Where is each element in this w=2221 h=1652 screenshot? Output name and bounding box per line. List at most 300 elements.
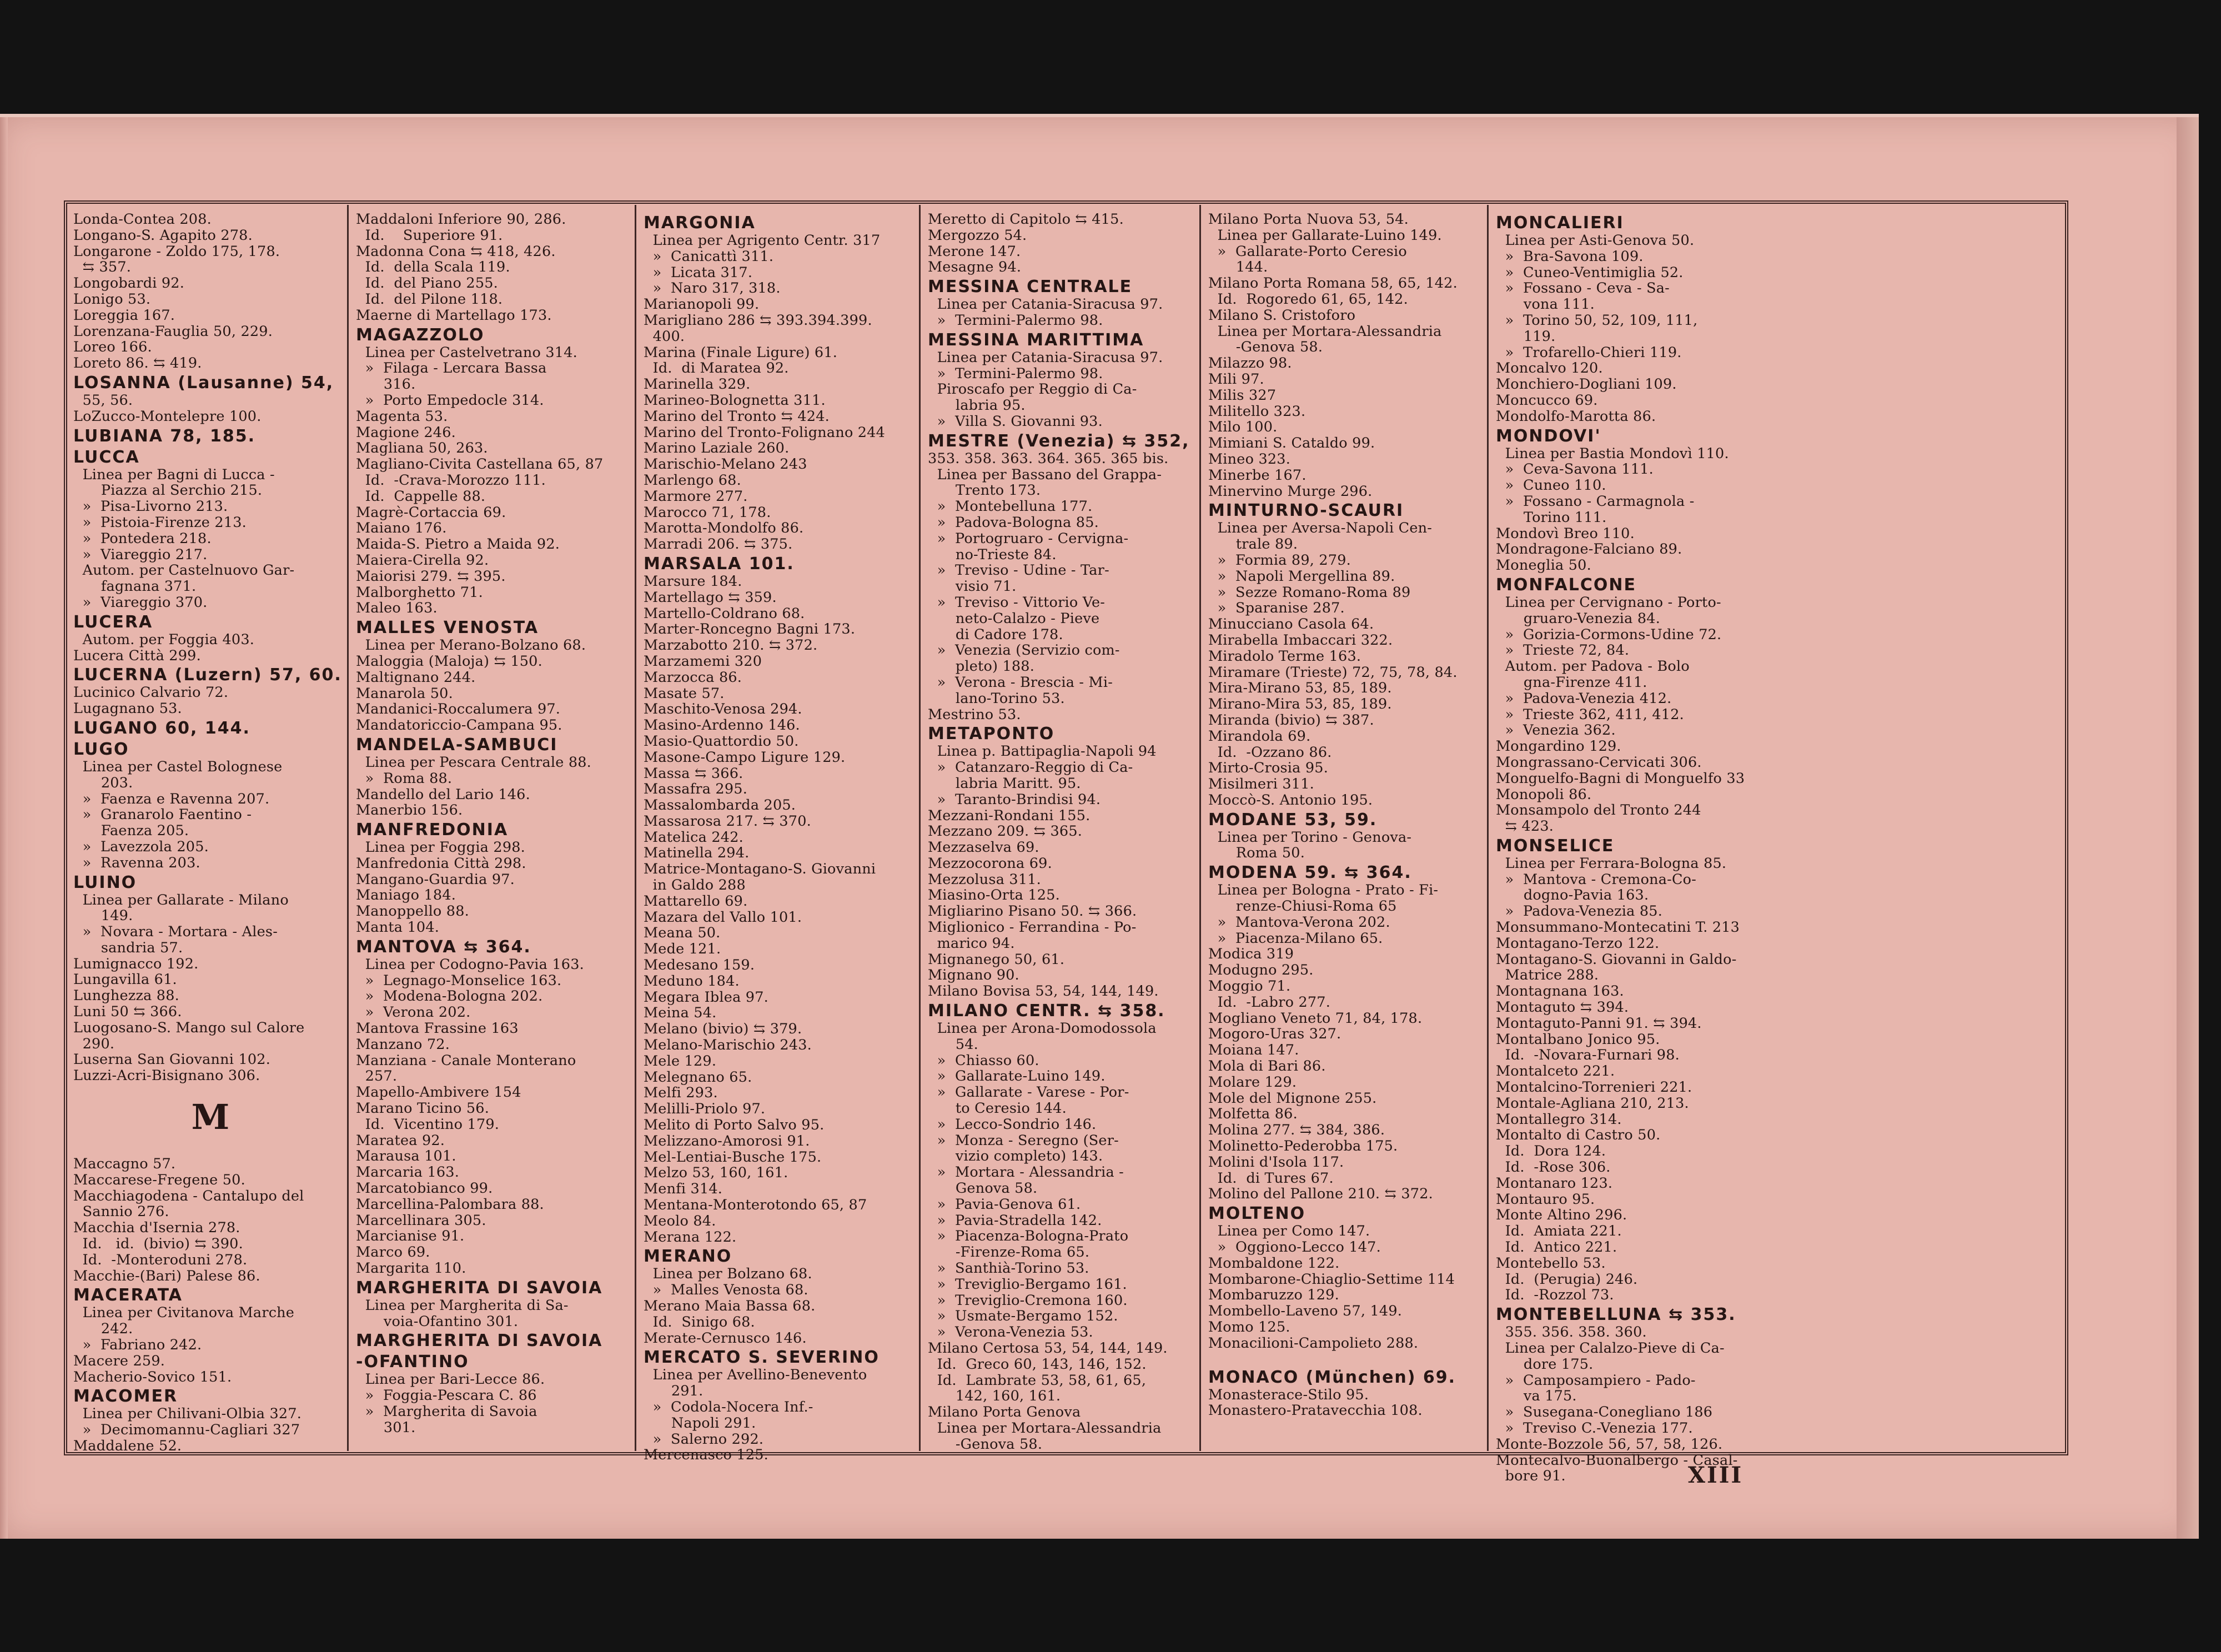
index-entry: Meana 50. bbox=[644, 925, 721, 942]
index-entry: » Camposampiero - Pado- bbox=[1496, 1372, 1696, 1389]
column-separator bbox=[1487, 205, 1489, 1451]
index-entry: » Lecco-Sondrio 146. bbox=[928, 1116, 1097, 1133]
index-entry: Monsummano-Montecatini T. 213 bbox=[1496, 919, 1740, 936]
index-entry: » Fossano - Carmagnola - bbox=[1496, 493, 1695, 510]
index-entry: Mergozzo 54. bbox=[928, 227, 1027, 244]
index-entry: Masio-Quattordio 50. bbox=[644, 732, 799, 750]
index-entry: Maloggia (Maloja) ⇆ 150. bbox=[356, 652, 542, 670]
index-entry: Linea per Agrigento Centr. 317 bbox=[644, 232, 881, 249]
index-entry: Manta 104. bbox=[356, 919, 440, 936]
index-entry: Marcianise 91. bbox=[356, 1228, 465, 1245]
index-entry: Milazzo 98. bbox=[1208, 355, 1292, 372]
index-entry: Marcellinara 305. bbox=[356, 1212, 486, 1229]
index-entry: » Treviglio-Cremona 160. bbox=[928, 1292, 1128, 1309]
index-entry: Macere 259. bbox=[73, 1352, 165, 1369]
index-entry: Magrè-Cortaccia 69. bbox=[356, 504, 506, 521]
index-entry: Monte-Bozzole 56, 57, 58, 126. bbox=[1496, 1435, 1723, 1453]
index-entry: Lonigo 53. bbox=[73, 290, 151, 308]
index-entry: Mombaruzzo 129. bbox=[1208, 1287, 1339, 1304]
index-entry: Macchia d'Isernia 278. bbox=[73, 1219, 240, 1237]
index-entry: Melilli-Priolo 97. bbox=[644, 1101, 766, 1118]
index-entry: » Monza - Seregno (Ser- bbox=[928, 1132, 1119, 1149]
index-entry: Id. di Tures 67. bbox=[1208, 1169, 1334, 1187]
index-entry: Linea per Avellino-Benevento bbox=[644, 1367, 867, 1384]
index-entry: Linea per Foggia 298. bbox=[356, 839, 525, 856]
index-entry: Linea per Codogno-Pavia 163. bbox=[356, 956, 584, 973]
index-entry: Moncalvo 120. bbox=[1496, 360, 1603, 377]
index-entry: Molfetta 86. bbox=[1208, 1106, 1298, 1123]
index-entry: » Granarolo Faentino - bbox=[73, 806, 252, 824]
index-entry: Id. -Monteroduni 278. bbox=[73, 1251, 248, 1268]
station-heading: LUBIANA 78, 185. bbox=[73, 426, 256, 446]
index-entry: » Pavia-Stradella 142. bbox=[928, 1212, 1102, 1229]
index-entry: Melegnano 65. bbox=[644, 1068, 752, 1086]
index-entry: Marinella 329. bbox=[644, 376, 751, 393]
index-entry: Molini d'Isola 117. bbox=[1208, 1153, 1344, 1171]
index-entry: 119. bbox=[1496, 328, 1556, 345]
index-entry: » Mantova - Cremona-Co- bbox=[1496, 871, 1697, 888]
station-heading: -OFANTINO bbox=[356, 1352, 469, 1372]
index-entry: Molare 129. bbox=[1208, 1073, 1297, 1091]
index-entry: Milo 100. bbox=[1208, 419, 1278, 436]
index-entry: 290. bbox=[73, 1035, 115, 1052]
index-entry: Mombaldone 122. bbox=[1208, 1254, 1340, 1272]
index-entry: Linea per Castel Bolognese bbox=[73, 758, 283, 775]
index-entry: Maiorisi 279. ⇆ 395. bbox=[356, 568, 506, 585]
index-entry: di Cadore 178. bbox=[928, 626, 1063, 643]
station-heading: MALLES VENOSTA bbox=[356, 618, 539, 638]
index-entry: Marigliano 286 ⇆ 393.394.399. bbox=[644, 312, 872, 329]
index-entry: » Mantova-Verona 202. bbox=[1208, 913, 1390, 931]
index-entry: Minerbe 167. bbox=[1208, 466, 1307, 484]
index-entry: Mazara del Vallo 101. bbox=[644, 908, 802, 926]
index-entry: Linea per Cervignano - Porto- bbox=[1496, 594, 1721, 611]
index-entry: Mili 97. bbox=[1208, 370, 1264, 388]
index-entry: Mentana-Monterotondo 65, 87 bbox=[644, 1197, 867, 1214]
index-entry: 142, 160, 161. bbox=[928, 1388, 1061, 1405]
index-entry: Linea per Merano-Bolzano 68. bbox=[356, 637, 586, 654]
index-entry: » Padova-Venezia 85. bbox=[1496, 903, 1663, 920]
index-entry: Linea per Catania-Siracusa 97. bbox=[928, 349, 1163, 366]
index-entry: » Bra-Savona 109. bbox=[1496, 248, 1644, 265]
index-entry: Mignanego 50, 61. bbox=[928, 951, 1065, 968]
column-separator bbox=[635, 205, 636, 1451]
index-entry: Matinella 294. bbox=[644, 845, 750, 862]
index-entry: Mole del Mignone 255. bbox=[1208, 1089, 1377, 1107]
index-entry: Montallegro 314. bbox=[1496, 1111, 1622, 1128]
index-entry: vizio completo) 143. bbox=[928, 1148, 1103, 1165]
index-entry: Id. -Novara-Furnari 98. bbox=[1496, 1047, 1680, 1064]
index-entry: » Sezze Romano-Roma 89 bbox=[1208, 584, 1411, 601]
index-entry: labria Maritt. 95. bbox=[928, 775, 1081, 792]
index-entry: Linea per Bologna - Prato - Fi- bbox=[1208, 882, 1439, 899]
index-entry: Montalto di Castro 50. bbox=[1496, 1127, 1661, 1144]
index-entry: Longarone - Zoldo 175, 178. bbox=[73, 243, 280, 260]
index-entry: Melizzano-Amorosi 91. bbox=[644, 1132, 810, 1149]
index-entry: » Ravenna 203. bbox=[73, 854, 200, 871]
index-entry: Momo 125. bbox=[1208, 1319, 1290, 1335]
index-entry: Maiera-Cirella 92. bbox=[356, 551, 489, 569]
index-entry: Militello 323. bbox=[1208, 403, 1306, 420]
index-entry: » Oggiono-Lecco 147. bbox=[1208, 1239, 1381, 1256]
index-entry: Monchiero-Dogliani 109. bbox=[1496, 376, 1677, 393]
index-entry: in Galdo 288 bbox=[644, 877, 746, 894]
index-entry: » Padova-Bologna 85. bbox=[928, 514, 1099, 531]
index-entry: 353. 358. 363. 364. 365. 365 bis. bbox=[928, 450, 1169, 467]
index-entry: Linea per Margherita di Sa- bbox=[356, 1297, 569, 1314]
index-entry: Monte Altino 296. bbox=[1496, 1207, 1627, 1224]
index-entry: » Susegana-Conegliano 186 bbox=[1496, 1404, 1713, 1421]
index-entry: renze-Chiusi-Roma 65 bbox=[1208, 898, 1397, 915]
index-entry: Loreto 86. ⇆ 419. bbox=[73, 355, 202, 372]
index-entry: Mezzano 209. ⇆ 365. bbox=[928, 823, 1083, 840]
index-entry: Mercenasco 125. bbox=[644, 1447, 768, 1464]
index-entry: Milano Bovisa 53, 54, 144, 149. bbox=[928, 983, 1159, 1000]
index-entry: Milano S. Cristoforo bbox=[1208, 307, 1356, 324]
index-entry: Merate-Cernusco 146. bbox=[644, 1329, 807, 1347]
index-entry: Id. -Rozzol 73. bbox=[1496, 1287, 1614, 1304]
index-entry: Mel-Lentiai-Busche 175. bbox=[644, 1148, 822, 1166]
index-entry: Matelica 242. bbox=[644, 828, 743, 846]
index-entry: Megara Iblea 97. bbox=[644, 988, 768, 1006]
index-entry: Id. del Piano 255. bbox=[356, 275, 498, 292]
index-entry: Autom. per Castelnuovo Gar- bbox=[73, 562, 295, 579]
index-entry: Id. Superiore 91. bbox=[356, 227, 503, 244]
index-entry: » Filaga - Lercara Bassa bbox=[356, 360, 547, 377]
index-entry: Loreggia 167. bbox=[73, 307, 175, 324]
index-entry: Maccarese-Fregene 50. bbox=[73, 1171, 245, 1188]
index-entry: » Pontedera 218. bbox=[73, 530, 212, 547]
index-entry: Londa-Contea 208. bbox=[73, 211, 212, 228]
index-entry: Medesano 159. bbox=[644, 957, 755, 974]
index-entry: Maratea 92. bbox=[356, 1132, 445, 1149]
index-entry: Lungavilla 61. bbox=[73, 971, 177, 988]
index-entry: Id. Sinigo 68. bbox=[644, 1313, 755, 1330]
index-entry: visio 71. bbox=[928, 578, 1017, 595]
index-entry: marico 94. bbox=[928, 935, 1015, 952]
index-entry: Marcaria 163. bbox=[356, 1164, 460, 1181]
index-entry: Magliana 50, 263. bbox=[356, 440, 488, 457]
index-entry: » Santhià-Torino 53. bbox=[928, 1260, 1089, 1277]
index-entry: Massa ⇆ 366. bbox=[644, 765, 743, 782]
index-entry: Longobardi 92. bbox=[73, 275, 185, 292]
index-entry: -Genova 58. bbox=[1208, 339, 1323, 356]
index-entry: » Mortara - Alessandria - bbox=[928, 1164, 1124, 1181]
station-heading: MANDELA-SAMBUCI bbox=[356, 735, 558, 755]
index-entry: ⇆ 357. bbox=[73, 259, 132, 276]
index-entry: » Canicattì 311. bbox=[644, 248, 774, 265]
index-entry: Mondragone-Falciano 89. bbox=[1496, 541, 1682, 558]
index-entry: Linea per Civitanova Marche bbox=[73, 1304, 295, 1322]
station-heading: LUINO bbox=[73, 872, 137, 892]
index-entry: Monastero-Pratavecchia 108. bbox=[1208, 1402, 1423, 1419]
index-entry: Autom. per Padova - Bolo bbox=[1496, 658, 1690, 675]
index-entry: Manzano 72. bbox=[356, 1036, 450, 1053]
index-entry: Mangano-Guardia 97. bbox=[356, 871, 515, 888]
station-heading: MONSELICE bbox=[1496, 836, 1615, 856]
index-entry: Marradi 206. ⇆ 375. bbox=[644, 536, 793, 553]
index-entry: Marco 69. bbox=[356, 1244, 430, 1261]
index-entry: labria 95. bbox=[928, 397, 1026, 414]
index-entry: Marlengo 68. bbox=[644, 471, 741, 489]
index-entry: Maddalene 52. bbox=[73, 1438, 182, 1455]
index-entry: Linea per Bastia Mondovì 110. bbox=[1496, 445, 1729, 462]
index-entry: Linea per Castelvetrano 314. bbox=[356, 344, 577, 361]
index-entry: Manerbio 156. bbox=[356, 802, 463, 819]
index-entry: Marino Laziale 260. bbox=[644, 440, 790, 457]
station-heading: MODENA 59. ⇆ 364. bbox=[1208, 863, 1412, 883]
index-entry: » Gorizia-Cormons-Udine 72. bbox=[1496, 626, 1722, 643]
index-entry: Mezzaselva 69. bbox=[928, 839, 1039, 856]
index-entry: 149. bbox=[73, 907, 133, 925]
index-entry: va 175. bbox=[1496, 1388, 1577, 1405]
station-heading: MERCATO S. SEVERINO bbox=[644, 1348, 880, 1368]
index-entry: -Genova 58. bbox=[928, 1435, 1043, 1453]
index-entry: Mola di Bari 86. bbox=[1208, 1058, 1326, 1075]
index-entry: Linea per Bagni di Lucca - bbox=[73, 466, 275, 483]
index-entry: » Sparanise 287. bbox=[1208, 600, 1345, 617]
index-entry: Marmore 277. bbox=[644, 488, 748, 505]
station-heading: MANFREDONIA bbox=[356, 820, 509, 840]
index-entry: Modugno 295. bbox=[1208, 962, 1314, 979]
index-entry: Minervino Murge 296. bbox=[1208, 483, 1373, 500]
index-entry: Magione 246. bbox=[356, 424, 456, 441]
index-entry: Linea per Calalzo-Pieve di Ca- bbox=[1496, 1340, 1725, 1357]
index-entry: Marcatobianco 99. bbox=[356, 1180, 493, 1197]
station-heading: MOLTENO bbox=[1208, 1204, 1306, 1224]
station-heading: LUCERNA (Luzern) 57, 60. bbox=[73, 665, 342, 685]
index-entry: Mezzocorona 69. bbox=[928, 855, 1052, 872]
index-entry: » Legnago-Monselice 163. bbox=[356, 972, 562, 989]
station-heading: LUGO bbox=[73, 739, 129, 759]
station-heading: MARSALA 101. bbox=[644, 554, 795, 574]
index-entry: Mede 121. bbox=[644, 941, 721, 958]
index-entry: Montaguto-Panni 91. ⇆ 394. bbox=[1496, 1015, 1702, 1032]
index-entry: Napoli 291. bbox=[644, 1414, 756, 1432]
index-entry: Marano Ticino 56. bbox=[356, 1100, 490, 1117]
index-entry: Mira-Mirano 53, 85, 189. bbox=[1208, 680, 1392, 697]
station-heading: MONFALCONE bbox=[1496, 575, 1636, 595]
index-entry: Miramare (Trieste) 72, 75, 78, 84. bbox=[1208, 664, 1458, 681]
index-entry: » Salerno 292. bbox=[644, 1430, 764, 1448]
index-entry: » Torino 50, 52, 109, 111, bbox=[1496, 312, 1698, 329]
index-entry: Martello-Coldrano 68. bbox=[644, 605, 805, 622]
index-entry: Mezzolusa 311. bbox=[928, 871, 1041, 888]
index-entry: » Taranto-Brindisi 94. bbox=[928, 791, 1101, 808]
index-entry: Id. Lambrate 53, 58, 61, 65, bbox=[928, 1372, 1147, 1389]
index-entry: » Termini-Palermo 98. bbox=[928, 312, 1103, 329]
index-entry: » Treviso C.-Venezia 177. bbox=[1496, 1419, 1693, 1437]
index-entry: Manarola 50. bbox=[356, 685, 453, 702]
index-entry: Lucera Città 299. bbox=[73, 647, 201, 664]
index-entry: Id. Antico 221. bbox=[1496, 1239, 1617, 1256]
index-entry: Piazza al Serchio 215. bbox=[73, 482, 263, 499]
station-heading: MANTOVA ⇆ 364. bbox=[356, 937, 531, 957]
index-entry: Masone-Campo Ligure 129. bbox=[644, 749, 846, 766]
index-entry: Marina (Finale Ligure) 61. bbox=[644, 344, 838, 361]
index-entry: Id. id. (bivio) ⇆ 390. bbox=[73, 1236, 243, 1253]
index-entry: » Novara - Mortara - Ales- bbox=[73, 923, 278, 941]
index-entry: » Naro 317, 318. bbox=[644, 280, 781, 297]
index-entry: 242. bbox=[73, 1320, 133, 1338]
station-heading: MERANO bbox=[644, 1247, 732, 1267]
index-entry: Mirabella Imbaccari 322. bbox=[1208, 631, 1393, 649]
index-entry: Milano Porta Romana 58, 65, 142. bbox=[1208, 275, 1458, 292]
index-entry: Montalcino-Torrenieri 221. bbox=[1496, 1079, 1692, 1096]
index-entry: » Roma 88. bbox=[356, 770, 453, 787]
index-entry: Id. -Ozzano 86. bbox=[1208, 744, 1332, 761]
index-entry: Moiana 147. bbox=[1208, 1042, 1299, 1059]
index-entry: Id. Cappelle 88. bbox=[356, 488, 486, 505]
index-entry: Linea per Como 147. bbox=[1208, 1223, 1370, 1240]
index-entry: Id. del Pilone 118. bbox=[356, 290, 503, 308]
index-entry: Maccagno 57. bbox=[73, 1156, 176, 1173]
index-entry: Marausa 101. bbox=[356, 1148, 456, 1165]
section-letter: M bbox=[191, 1097, 230, 1138]
index-entry: Lorenzana-Fauglia 50, 229. bbox=[73, 323, 273, 340]
index-entry: Montaguto ⇆ 394. bbox=[1496, 999, 1629, 1016]
index-entry: dogno-Pavia 163. bbox=[1496, 887, 1649, 904]
index-entry: Mombarone-Chiaglio-Settime 114 bbox=[1208, 1271, 1455, 1288]
index-entry: Lunghezza 88. bbox=[73, 987, 179, 1005]
index-entry: Lucinico Calvario 72. bbox=[73, 684, 229, 701]
index-entry: 54. bbox=[928, 1036, 978, 1053]
index-entry: fagnana 371. bbox=[73, 578, 197, 595]
index-entry: Molino del Pallone 210. ⇆ 372. bbox=[1208, 1186, 1433, 1203]
index-entry: Id. Rogoredo 61, 65, 142. bbox=[1208, 290, 1408, 308]
index-entry: Manziana - Canale Monterano bbox=[356, 1052, 576, 1069]
index-entry: Id. (Perugia) 246. bbox=[1496, 1271, 1638, 1288]
index-entry: » Pistoia-Firenze 213. bbox=[73, 514, 247, 531]
index-entry: Milano Porta Genova bbox=[928, 1404, 1081, 1421]
index-entry: » Verona 202. bbox=[356, 1004, 471, 1021]
index-entry: » Piacenza-Bologna-Prato bbox=[928, 1228, 1129, 1245]
index-entry: Mele 129. bbox=[644, 1052, 717, 1069]
index-entry: Milano Porta Nuova 53, 54. bbox=[1208, 211, 1409, 228]
index-entry: Montalbano Jonico 95. bbox=[1496, 1031, 1660, 1048]
index-entry: Mirandola 69. bbox=[1208, 727, 1311, 745]
index-entry: » Montebelluna 177. bbox=[928, 498, 1093, 515]
index-entry: Luogosano-S. Mango sul Calore bbox=[73, 1019, 305, 1036]
index-entry: Lugagnano 53. bbox=[73, 700, 182, 717]
index-entry: Montecalvo-Buonalbergo - Casal- bbox=[1496, 1452, 1738, 1469]
index-entry: Linea per Bolzano 68. bbox=[644, 1266, 812, 1283]
index-entry: Maida-S. Pietro a Maida 92. bbox=[356, 536, 560, 553]
index-entry: Mimiani S. Cataldo 99. bbox=[1208, 435, 1375, 452]
index-entry: Mineo 323. bbox=[1208, 450, 1291, 468]
index-entry: sandria 57. bbox=[73, 939, 183, 956]
index-entry: Faenza 205. bbox=[73, 822, 189, 840]
index-entry: gna-Firenze 411. bbox=[1496, 674, 1647, 691]
index-entry: Marzabotto 210. ⇆ 372. bbox=[644, 637, 818, 654]
station-heading: LOSANNA (Lausanne) 54, bbox=[73, 373, 334, 393]
index-entry: Marocco 71, 178. bbox=[644, 504, 771, 521]
index-entry: » Licata 317. bbox=[644, 264, 753, 281]
index-entry: » Trofarello-Chieri 119. bbox=[1496, 344, 1682, 361]
index-entry: » Gallarate-Luino 149. bbox=[928, 1068, 1106, 1085]
index-entry: Mogliano Veneto 71, 84, 178. bbox=[1208, 1010, 1423, 1027]
index-entry: Monsampolo del Tronto 244 bbox=[1496, 802, 1701, 819]
index-column-2 bbox=[353, 212, 630, 1450]
index-entry: Moccò-S. Antonio 195. bbox=[1208, 791, 1373, 809]
index-entry: Marzamemi 320 bbox=[644, 652, 762, 670]
index-entry: Id. Vicentino 179. bbox=[356, 1116, 500, 1133]
index-entry: Minucciano Casola 64. bbox=[1208, 616, 1374, 633]
station-heading: MODANE 53, 59. bbox=[1208, 810, 1378, 830]
index-entry: Miglionico - Ferrandina - Po- bbox=[928, 919, 1137, 936]
index-entry: Mandatoriccio-Campana 95. bbox=[356, 717, 562, 734]
index-entry: Malborghetto 71. bbox=[356, 584, 483, 601]
index-entry: » Piacenza-Milano 65. bbox=[1208, 930, 1383, 947]
index-entry: » Foggia-Pescara C. 86 bbox=[356, 1387, 537, 1404]
index-entry: vona 111. bbox=[1496, 296, 1595, 313]
index-entry: » Ceva-Savona 111. bbox=[1496, 461, 1654, 478]
index-entry: Linea per Asti-Genova 50. bbox=[1496, 232, 1695, 249]
index-entry: neto-Calalzo - Pieve bbox=[928, 610, 1100, 627]
index-entry: gruaro-Venezia 84. bbox=[1496, 610, 1661, 627]
index-entry: Manoppello 88. bbox=[356, 903, 469, 920]
book-page bbox=[0, 114, 2199, 1539]
index-column-5 bbox=[1205, 212, 1483, 1450]
index-entry: Montagano-S. Giovanni in Galdo- bbox=[1496, 951, 1737, 968]
index-entry: Macchie-(Bari) Palese 86. bbox=[73, 1267, 260, 1284]
index-entry: Id. -Crava-Morozzo 111. bbox=[356, 471, 546, 489]
index-entry: » Verona-Venezia 53. bbox=[928, 1324, 1093, 1341]
index-entry: Massalombarda 205. bbox=[644, 797, 796, 814]
index-entry: Linea per Catania-Siracusa 97. bbox=[928, 296, 1163, 313]
index-entry: Montalceto 221. bbox=[1496, 1063, 1615, 1080]
index-entry: » Villa S. Giovanni 93. bbox=[928, 413, 1103, 430]
index-entry: Monasterace-Stilo 95. bbox=[1208, 1386, 1369, 1403]
index-entry: Linea per Gallarate-Luino 149. bbox=[1208, 227, 1442, 244]
index-entry: Linea p. Battipaglia-Napoli 94 bbox=[928, 743, 1157, 760]
index-entry: Id. Amiata 221. bbox=[1496, 1223, 1622, 1240]
index-entry: » Trieste 362, 411, 412. bbox=[1496, 706, 1684, 723]
index-entry: 301. bbox=[356, 1419, 416, 1436]
index-entry: Linea per Mortara-Alessandria bbox=[928, 1419, 1162, 1437]
index-entry: Meduno 184. bbox=[644, 972, 740, 990]
index-entry: » Gallarate - Varese - Por- bbox=[928, 1084, 1129, 1101]
index-entry: » Venezia (Servizio com- bbox=[928, 642, 1120, 659]
index-entry: Meretto di Capitolo ⇆ 415. bbox=[928, 211, 1124, 228]
index-entry: Marineo-Bolognetta 311. bbox=[644, 391, 826, 409]
index-entry: Id. di Maratea 92. bbox=[644, 360, 789, 377]
index-entry: Montauro 95. bbox=[1496, 1191, 1595, 1208]
index-entry: bore 91. bbox=[1496, 1468, 1566, 1485]
index-entry: » Treviglio-Bergamo 161. bbox=[928, 1276, 1127, 1293]
index-entry: Melano (bivio) ⇆ 379. bbox=[644, 1021, 802, 1038]
index-entry: Luni 50 ⇆ 366. bbox=[73, 1003, 182, 1021]
index-entry: Miradolo Terme 163. bbox=[1208, 647, 1361, 665]
index-entry: » Fabriano 242. bbox=[73, 1337, 202, 1354]
station-heading: MAGAZZOLO bbox=[356, 325, 485, 345]
index-entry: to Ceresio 144. bbox=[928, 1100, 1067, 1117]
index-entry: Torino 111. bbox=[1496, 509, 1607, 526]
index-entry: Luserna San Giovanni 102. bbox=[73, 1051, 271, 1068]
index-entry: trale 89. bbox=[1208, 536, 1298, 553]
index-entry: » Pisa-Livorno 213. bbox=[73, 498, 228, 515]
index-entry: Id. Greco 60, 143, 146, 152. bbox=[928, 1355, 1147, 1373]
index-column-1 bbox=[70, 211, 348, 1455]
index-entry: » Venezia 362. bbox=[1496, 722, 1616, 739]
index-column-4 bbox=[924, 211, 1202, 1453]
index-entry: Linea per Aversa-Napoli Cen- bbox=[1208, 520, 1433, 537]
index-entry: Roma 50. bbox=[1208, 845, 1305, 862]
index-entry: Monacilioni-Campolieto 288. bbox=[1208, 1334, 1419, 1352]
index-entry: pleto) 188. bbox=[928, 658, 1035, 675]
index-entry: Mongrassano-Cervicati 306. bbox=[1496, 754, 1702, 771]
index-entry: » Cuneo-Ventimiglia 52. bbox=[1496, 264, 1684, 281]
